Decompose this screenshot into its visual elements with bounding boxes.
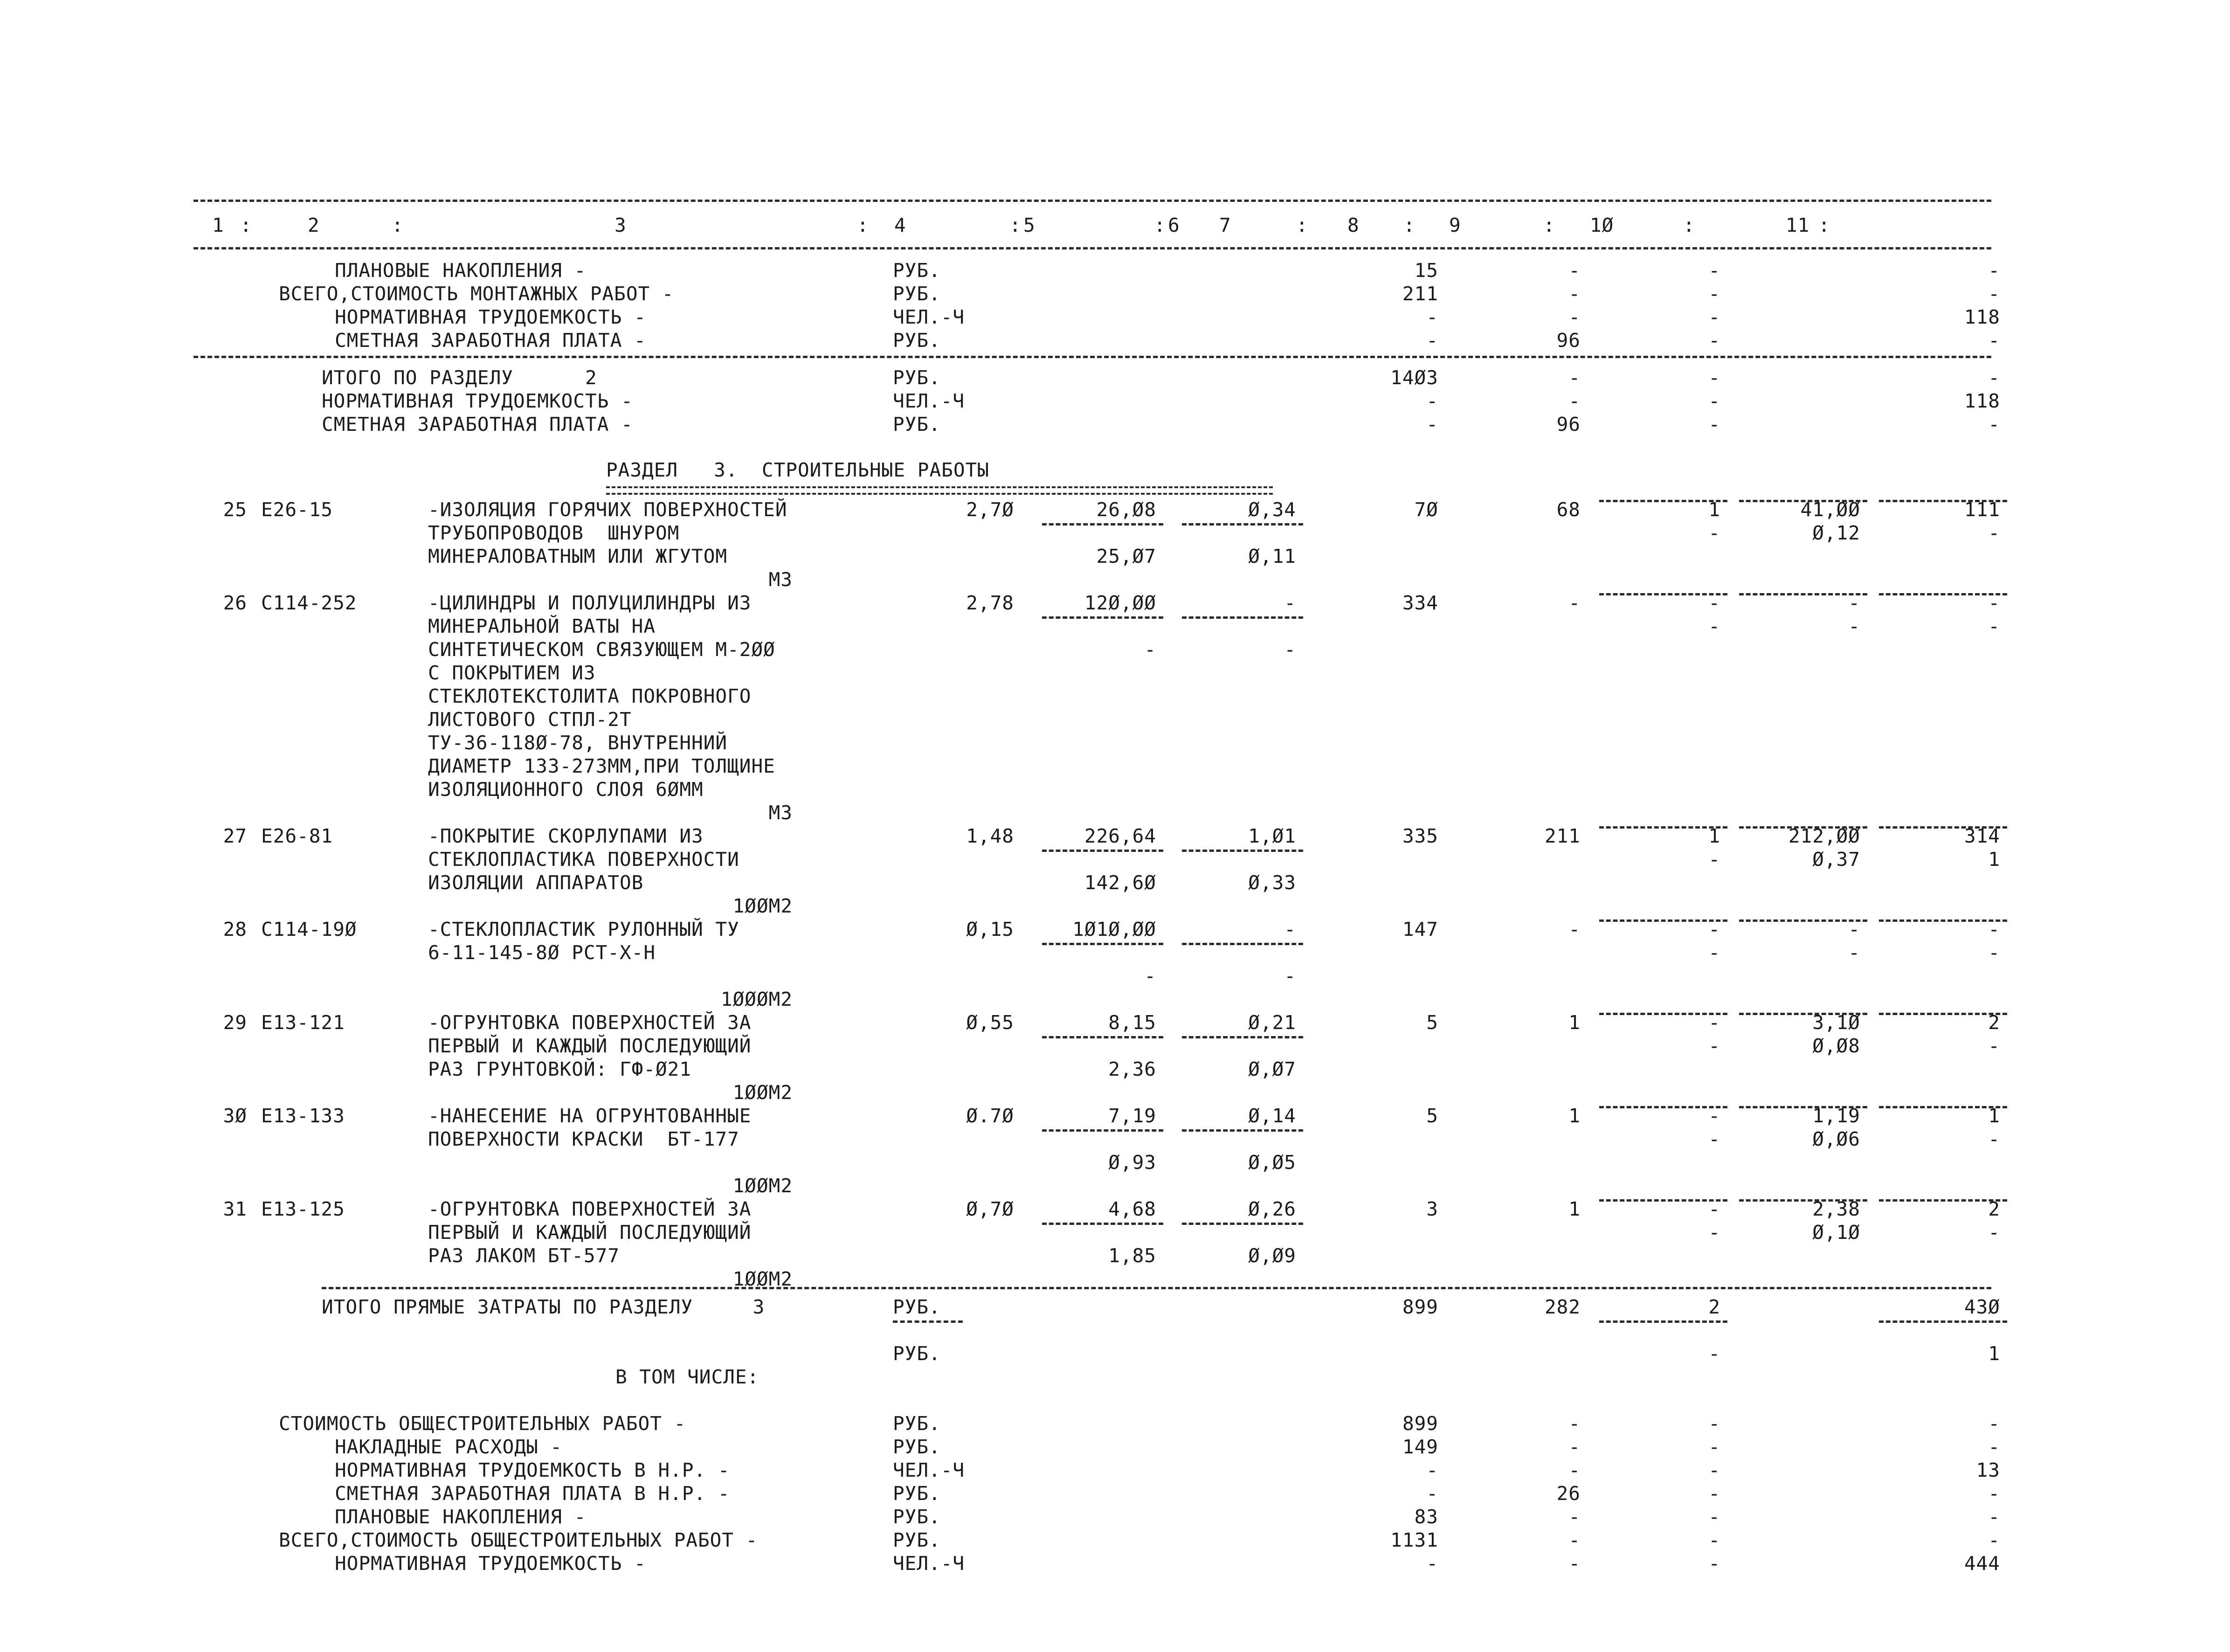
- item-col11-sub: -: [1988, 1128, 2000, 1150]
- item-separator: [1879, 1106, 2007, 1108]
- construction-summary-row-label: НОРМАТИВНАЯ ТРУДОЕМКОСТЬ -: [335, 1552, 646, 1575]
- direct-costs-col11: 43Ø: [1964, 1296, 2000, 1318]
- column-divider: :: [392, 214, 404, 236]
- item-description-line: ИЗОЛЯЦИОННОГО СЛОЯ 6ØММ: [428, 778, 704, 801]
- item-number: 31: [223, 1198, 247, 1220]
- construction-summary-row-col11: 444: [1964, 1552, 2000, 1575]
- construction-summary-row-label: ВСЕГО,СТОИМОСТЬ ОБЩЕСТРОИТЕЛЬНЫХ РАБОТ -: [279, 1529, 758, 1551]
- construction-summary-row-unit: ЧЕЛ.-Ч: [893, 1552, 965, 1575]
- column-divider: :: [1403, 214, 1415, 236]
- direct-costs-separator: [1599, 1320, 1727, 1323]
- item-col11: 2: [1988, 1198, 2000, 1220]
- column-header-6: 6: [1168, 214, 1180, 236]
- construction-summary-row-col7: 1131: [1390, 1529, 1438, 1551]
- item-unit-cost: 226,64: [1084, 825, 1156, 847]
- installation-summary-row-col11: -: [1988, 329, 2000, 352]
- item-unit-cost-machine: -: [1144, 965, 1156, 987]
- item-unit-cost-machine: -: [1144, 638, 1156, 661]
- installation-summary-row-col11: 118: [1964, 306, 2000, 328]
- installation-summary-row-col9: -: [1708, 259, 1720, 282]
- item-separator: [1182, 523, 1303, 525]
- item-col10-sub: Ø,Ø8: [1812, 1035, 1860, 1057]
- item-quantity: 1,48: [966, 825, 1014, 847]
- item-col10-sub: Ø,Ø6: [1812, 1128, 1860, 1150]
- item-separator: [1879, 500, 2007, 502]
- item-col9-sub: -: [1708, 1128, 1720, 1150]
- direct-costs-col11-sub: 1: [1988, 1342, 2000, 1365]
- direct-costs-separator: [1879, 1320, 2007, 1323]
- item-col9: -: [1708, 1198, 1720, 1220]
- item-separator: [1599, 826, 1727, 829]
- item-col11-sub: -: [1988, 615, 2000, 637]
- section2-total-row-col11: -: [1988, 413, 2000, 435]
- item-total-cost: 334: [1402, 592, 1438, 614]
- item-unit-cost: 7,19: [1108, 1105, 1156, 1127]
- item-code: Е13-125: [261, 1198, 345, 1220]
- item-separator: [1042, 943, 1163, 945]
- section2-total-row-col9: -: [1708, 413, 1720, 435]
- installation-summary-row-col9: -: [1708, 329, 1720, 352]
- construction-summary-row-label: НОРМАТИВНАЯ ТРУДОЕМКОСТЬ В Н.Р. -: [335, 1459, 730, 1481]
- construction-summary-row-col7: -: [1426, 1459, 1438, 1481]
- item-col9: -: [1708, 592, 1720, 614]
- construction-summary-row-col11: -: [1988, 1506, 2000, 1528]
- item-description-line: ПОВЕРХНОСТИ КРАСКИ БТ-177: [428, 1128, 739, 1150]
- item-quantity: Ø.7Ø: [966, 1105, 1014, 1127]
- direct-costs-col9-sub: -: [1708, 1342, 1720, 1365]
- item-separator: [1739, 500, 1867, 502]
- column-header-1: 1: [212, 214, 224, 236]
- direct-costs-col9: 2: [1708, 1296, 1720, 1318]
- item-separator: [1879, 826, 2007, 829]
- header-bottom-rule: [193, 247, 1991, 249]
- item-quantity: 2,7Ø: [966, 498, 1014, 521]
- column-header-4: 4: [894, 214, 906, 236]
- item-unit-wage-machine: Ø,Ø9: [1248, 1244, 1296, 1267]
- construction-summary-row-col9: -: [1708, 1529, 1720, 1551]
- item-col9-sub: -: [1708, 941, 1720, 964]
- direct-costs-label: ИТОГО ПРЯМЫЕ ЗАТРАТЫ ПО РАЗДЕЛУ 3: [322, 1296, 765, 1318]
- item-col11-sub: -: [1988, 522, 2000, 544]
- column-header-9: 9: [1449, 214, 1461, 236]
- installation-summary-row-col9: -: [1708, 306, 1720, 328]
- item-code: С114-252: [261, 592, 357, 614]
- construction-summary-row-col11: -: [1988, 1482, 2000, 1505]
- construction-summary-row-col8: -: [1568, 1506, 1581, 1528]
- item-description-line: ЛИСТОВОГО СТПЛ-2Т: [428, 708, 632, 731]
- item-total-wage: 211: [1544, 825, 1581, 847]
- item-total-wage: -: [1568, 918, 1581, 940]
- item-separator: [1879, 593, 2007, 595]
- item-number: 3Ø: [223, 1105, 247, 1127]
- item-col10: -: [1848, 592, 1860, 614]
- item-total-cost: 335: [1402, 825, 1438, 847]
- item-unit-wage-machine: Ø,11: [1248, 545, 1296, 567]
- column-header-3: 3: [614, 214, 627, 236]
- item-description-line: СИНТЕТИЧЕСКОМ СВЯЗУЮЩЕМ М-2ØØ: [428, 638, 775, 661]
- section2-total-row-col9: -: [1708, 366, 1720, 389]
- item-unit-wage-machine: Ø,Ø7: [1248, 1058, 1296, 1080]
- item-separator: [1739, 1106, 1867, 1108]
- construction-summary-row-col9: -: [1708, 1482, 1720, 1505]
- item-unit-cost-machine: 1,85: [1108, 1244, 1156, 1267]
- item-description-line: ТРУБОПРОВОДОВ ШНУРОМ: [428, 522, 680, 544]
- column-header-10: 1Ø: [1590, 214, 1614, 236]
- item-unit-wage: Ø,34: [1248, 498, 1296, 521]
- item-code: Е13-133: [261, 1105, 345, 1127]
- installation-summary-row-label: ВСЕГО,СТОИМОСТЬ МОНТАЖНЫХ РАБОТ -: [279, 283, 674, 305]
- installation-summary-row-col7: -: [1426, 306, 1438, 328]
- item-code: Е26-81: [261, 825, 333, 847]
- item-code: Е26-15: [261, 498, 333, 521]
- item-description-line: ПЕРВЫЙ И КАЖДЫЙ ПОСЛЕДУЮЩИЙ: [428, 1221, 752, 1244]
- installation-summary-row-unit: РУБ.: [893, 283, 941, 305]
- item-unit-wage: Ø,21: [1248, 1011, 1296, 1034]
- item-separator: [1599, 1106, 1727, 1108]
- direct-costs-col8: 282: [1544, 1296, 1581, 1318]
- construction-summary-row-col7: -: [1426, 1552, 1438, 1575]
- column-divider: :: [1818, 214, 1830, 236]
- item-col11-sub: -: [1988, 1221, 2000, 1244]
- item-col10-sub: -: [1848, 941, 1860, 964]
- installation-summary-row-label: НОРМАТИВНАЯ ТРУДОЕМКОСТЬ -: [335, 306, 646, 328]
- item-quantity: 2,78: [966, 592, 1014, 614]
- item-unit-wage-machine: -: [1284, 638, 1296, 661]
- construction-summary-row-col7: 149: [1402, 1436, 1438, 1458]
- column-header-2: 2: [308, 214, 320, 236]
- direct-costs-unit-rule: [893, 1320, 963, 1323]
- item-col11: -: [1988, 592, 2000, 614]
- column-divider: :: [857, 214, 869, 236]
- installation-summary-row-col8: -: [1568, 259, 1581, 282]
- item-separator: [1182, 1223, 1303, 1225]
- item-code: Е13-121: [261, 1011, 345, 1034]
- item-description-line: -ОГРУНТОВКА ПОВЕРХНОСТЕЙ ЗА: [428, 1198, 752, 1220]
- installation-summary-row-col7: -: [1426, 329, 1438, 352]
- item-unit-wage-machine: Ø,33: [1248, 871, 1296, 894]
- item-separator: [1739, 1199, 1867, 1202]
- item-description-line: ИЗОЛЯЦИИ АППАРАТОВ: [428, 871, 644, 894]
- item-description-line: СТЕКЛОПЛАСТИКА ПОВЕРХНОСТИ: [428, 848, 739, 871]
- item-quantity: Ø,7Ø: [966, 1198, 1014, 1220]
- item-description-line: РАЗ ЛАКОМ БТ-577: [428, 1244, 620, 1267]
- column-header-5: 5: [1023, 214, 1036, 236]
- item-separator: [1182, 1129, 1303, 1132]
- item-separator: [1042, 523, 1163, 525]
- item-col10-sub: -: [1848, 615, 1860, 637]
- section2-total-row-col8: -: [1568, 390, 1581, 412]
- item-number: 25: [223, 498, 247, 521]
- item-col11: 1: [1988, 1105, 2000, 1127]
- item-measure-unit: М3: [768, 802, 793, 824]
- installation-summary-row-col7: 15: [1414, 259, 1438, 282]
- column-divider: :: [240, 214, 252, 236]
- item-col9-sub: -: [1708, 1035, 1720, 1057]
- item-description-line: МИНЕРАЛОВАТНЫМ ИЛИ ЖГУТОМ: [428, 545, 728, 567]
- construction-summary-row-col8: 26: [1556, 1482, 1581, 1505]
- item-total-wage: 1: [1568, 1011, 1581, 1034]
- item-quantity: Ø,55: [966, 1011, 1014, 1034]
- item-unit-wage: 1,Ø1: [1248, 825, 1296, 847]
- item-separator: [1599, 1013, 1727, 1015]
- section2-total-rule: [193, 356, 1991, 358]
- construction-summary-row-col7: 83: [1414, 1506, 1438, 1528]
- item-col9: 1: [1708, 498, 1720, 521]
- item-description-line: С ПОКРЫТИЕМ ИЗ: [428, 662, 596, 684]
- item-separator: [1739, 919, 1867, 922]
- item-col10: 1,19: [1812, 1105, 1860, 1127]
- construction-summary-row-col9: -: [1708, 1412, 1720, 1435]
- construction-summary-row-unit: РУБ.: [893, 1412, 941, 1435]
- item-total-wage: 68: [1556, 498, 1581, 521]
- construction-summary-row-col8: -: [1568, 1436, 1581, 1458]
- item-description-line: -НАНЕСЕНИЕ НА ОГРУНТОВАННЫЕ: [428, 1105, 752, 1127]
- construction-summary-row-col8: -: [1568, 1412, 1581, 1435]
- item-separator: [1042, 850, 1163, 852]
- construction-summary-row-col9: -: [1708, 1436, 1720, 1458]
- section2-total-row-col7: -: [1426, 390, 1438, 412]
- installation-summary-row-col8: -: [1568, 283, 1581, 305]
- column-divider: :: [1683, 214, 1695, 236]
- direct-costs-unit2: РУБ.: [893, 1342, 941, 1365]
- section2-total-row-label: СМЕТНАЯ ЗАРАБОТНАЯ ПЛАТА -: [322, 413, 633, 435]
- item-col11: -: [1988, 918, 2000, 940]
- item-number: 27: [223, 825, 247, 847]
- item-unit-cost: 1Ø1Ø,ØØ: [1072, 918, 1156, 940]
- construction-summary-row-col11: 13: [1976, 1459, 2000, 1481]
- item-col11-sub: -: [1988, 1035, 2000, 1057]
- item-separator: [1879, 919, 2007, 922]
- installation-summary-row-unit: РУБ.: [893, 259, 941, 282]
- item-col9: -: [1708, 918, 1720, 940]
- column-divider: :: [1543, 214, 1555, 236]
- item-number: 26: [223, 592, 247, 614]
- item-total-cost: 3: [1426, 1198, 1438, 1220]
- installation-summary-row-col9: -: [1708, 283, 1720, 305]
- item-col10: 41,ØØ: [1800, 498, 1860, 521]
- item-separator: [1739, 593, 1867, 595]
- item-unit-cost: 12Ø,ØØ: [1084, 592, 1156, 614]
- construction-summary-row-unit: РУБ.: [893, 1529, 941, 1551]
- item-col9: 1: [1708, 825, 1720, 847]
- item-unit-wage: Ø,26: [1248, 1198, 1296, 1220]
- header-top-rule: [193, 200, 1991, 202]
- construction-summary-row-col8: -: [1568, 1529, 1581, 1551]
- installation-summary-row-col8: 96: [1556, 329, 1581, 352]
- item-col11-sub: 1: [1988, 848, 2000, 871]
- item-unit-cost: 4,68: [1108, 1198, 1156, 1220]
- construction-summary-row-col7: 899: [1402, 1412, 1438, 1435]
- item-total-cost: 5: [1426, 1105, 1438, 1127]
- item-separator: [1042, 1223, 1163, 1225]
- item-separator: [1599, 500, 1727, 502]
- item-measure-unit: 1ØØØМ2: [720, 988, 793, 1010]
- item-code: С114-19Ø: [261, 918, 357, 940]
- item-measure-unit: 1ØØМ2: [732, 1175, 793, 1197]
- item-unit-cost-machine: 25,Ø7: [1096, 545, 1156, 567]
- installation-summary-row-col7: 211: [1402, 283, 1438, 305]
- item-col9: -: [1708, 1011, 1720, 1034]
- item-total-cost: 147: [1402, 918, 1438, 940]
- item-unit-wage: -: [1284, 592, 1296, 614]
- item-number: 29: [223, 1011, 247, 1034]
- item-unit-cost-machine: 142,6Ø: [1084, 871, 1156, 894]
- item-unit-cost: 8,15: [1108, 1011, 1156, 1034]
- item-col9-sub: -: [1708, 615, 1720, 637]
- item-description-line: ПЕРВЫЙ И КАЖДЫЙ ПОСЛЕДУЮЩИЙ: [428, 1035, 752, 1057]
- item-description-line: -ОГРУНТОВКА ПОВЕРХНОСТЕЙ ЗА: [428, 1011, 752, 1034]
- column-header-11: 11: [1786, 214, 1810, 236]
- item-description-line: РАЗ ГРУНТОВКОЙ: ГФ-Ø21: [428, 1058, 692, 1080]
- installation-summary-row-col8: -: [1568, 306, 1581, 328]
- item-total-cost: 7Ø: [1414, 498, 1438, 521]
- item-unit-wage: -: [1284, 918, 1296, 940]
- item-col10-sub: Ø,1Ø: [1812, 1221, 1860, 1244]
- item-description-line: 6-11-145-8Ø РСТ-Х-Н: [428, 941, 656, 964]
- item-measure-unit: 1ØØМ2: [732, 895, 793, 917]
- item-description-line: ТУ-36-118Ø-78, ВНУТРЕННИЙ: [428, 732, 728, 754]
- section2-total-row-label: ИТОГО ПО РАЗДЕЛУ 2: [322, 366, 597, 389]
- item-unit-wage-machine: -: [1284, 965, 1296, 987]
- item-separator: [1879, 1199, 2007, 1202]
- item-separator: [1042, 1129, 1163, 1132]
- item-description-line: -ПОКРЫТИЕ СКОРЛУПАМИ ИЗ: [428, 825, 704, 847]
- construction-summary-row-col8: -: [1568, 1459, 1581, 1481]
- item-unit-wage-machine: Ø,Ø5: [1248, 1151, 1296, 1174]
- item-total-wage: -: [1568, 592, 1581, 614]
- item-separator: [1879, 1013, 2007, 1015]
- column-divider: :: [1154, 214, 1166, 236]
- item-quantity: Ø,15: [966, 918, 1014, 940]
- item-unit-cost: 26,Ø8: [1096, 498, 1156, 521]
- item-description-line: МИНЕРАЛЬНОЙ ВАТЫ НА: [428, 615, 656, 637]
- section2-total-row-col11: -: [1988, 366, 2000, 389]
- column-header-7: 7: [1219, 214, 1231, 236]
- item-col10: 2,38: [1812, 1198, 1860, 1220]
- item-unit-wage: Ø,14: [1248, 1105, 1296, 1127]
- installation-summary-row-col11: -: [1988, 259, 2000, 282]
- installation-summary-row-unit: РУБ.: [893, 329, 941, 352]
- construction-summary-row-col9: -: [1708, 1506, 1720, 1528]
- construction-summary-row-col11: -: [1988, 1436, 2000, 1458]
- item-col10: 3,1Ø: [1812, 1011, 1860, 1034]
- item-measure-unit: 1ØØМ2: [732, 1081, 793, 1104]
- construction-summary-row-label: СТОИМОСТЬ ОБЩЕСТРОИТЕЛЬНЫХ РАБОТ -: [279, 1412, 686, 1435]
- item-separator: [1182, 1036, 1303, 1038]
- item-unit-cost-machine: Ø,93: [1108, 1151, 1156, 1174]
- column-divider: :: [1009, 214, 1022, 236]
- construction-summary-row-col9: -: [1708, 1552, 1720, 1575]
- item-col11-sub: -: [1988, 941, 2000, 964]
- item-col10: -: [1848, 918, 1860, 940]
- item-separator: [1182, 616, 1303, 619]
- item-separator: [1599, 593, 1727, 595]
- item-col10: 212,ØØ: [1788, 825, 1860, 847]
- construction-summary-row-col11: -: [1988, 1412, 2000, 1435]
- item-col11: 2: [1988, 1011, 2000, 1034]
- section2-total-row-unit: ЧЕЛ.-Ч: [893, 390, 965, 412]
- item-measure-unit: М3: [768, 568, 793, 591]
- construction-summary-row-label: НАКЛАДНЫЕ РАСХОДЫ -: [335, 1436, 562, 1458]
- item-description-line: СТЕКЛОТЕКСТОЛИТА ПОКРОВНОГО: [428, 685, 752, 707]
- section2-total-row-label: НОРМАТИВНАЯ ТРУДОЕМКОСТЬ -: [322, 390, 633, 412]
- item-separator: [1599, 919, 1727, 922]
- construction-summary-row-unit: ЧЕЛ.-Ч: [893, 1459, 965, 1481]
- item-description-line: -СТЕКЛОПЛАСТИК РУЛОННЫЙ ТУ: [428, 918, 739, 940]
- item-total-cost: 5: [1426, 1011, 1438, 1034]
- item-separator: [1182, 943, 1303, 945]
- section2-total-row-col7: -: [1426, 413, 1438, 435]
- item-description-line: ДИАМЕТР 133-273ММ,ПРИ ТОЛЩИНЕ: [428, 755, 775, 777]
- column-header-8: 8: [1347, 214, 1360, 236]
- construction-summary-row-label: СМЕТНАЯ ЗАРАБОТНАЯ ПЛАТА В Н.Р. -: [335, 1482, 730, 1505]
- direct-costs-col7: 899: [1402, 1296, 1438, 1318]
- item-col11: 314: [1964, 825, 2000, 847]
- item-measure-unit: 1ØØМ2: [732, 1268, 793, 1290]
- section2-total-row-unit: РУБ.: [893, 413, 941, 435]
- construction-summary-row-col9: -: [1708, 1459, 1720, 1481]
- section2-total-row-col11: 118: [1964, 390, 2000, 412]
- installation-summary-row-col11: -: [1988, 283, 2000, 305]
- item-separator: [1739, 1013, 1867, 1015]
- section3-title: РАЗДЕЛ 3. СТРОИТЕЛЬНЫЕ РАБОТЫ: [606, 459, 989, 481]
- item-unit-cost-machine: 2,36: [1108, 1058, 1156, 1080]
- item-col9-sub: -: [1708, 848, 1720, 871]
- column-divider: :: [1296, 214, 1308, 236]
- item-description-line: -ЦИЛИНДРЫ И ПОЛУЦИЛИНДРЫ ИЗ: [428, 592, 752, 614]
- item-separator: [1042, 616, 1163, 619]
- construction-summary-row-col7: -: [1426, 1482, 1438, 1505]
- item-total-wage: 1: [1568, 1105, 1581, 1127]
- item-col9: -: [1708, 1105, 1720, 1127]
- item-col10-sub: Ø,37: [1812, 848, 1860, 871]
- section3-title-underline: [606, 486, 1273, 495]
- item-col9-sub: -: [1708, 522, 1720, 544]
- construction-summary-row-col11: -: [1988, 1529, 2000, 1551]
- installation-summary-row-label: СМЕТНАЯ ЗАРАБОТНАЯ ПЛАТА -: [335, 329, 646, 352]
- item-description-line: -ИЗОЛЯЦИЯ ГОРЯЧИХ ПОВЕРХНОСТЕЙ: [428, 498, 787, 521]
- section2-total-row-col7: 14Ø3: [1390, 366, 1438, 389]
- item-col9-sub: -: [1708, 1221, 1720, 1244]
- section2-total-row-col8: -: [1568, 366, 1581, 389]
- construction-summary-row-unit: РУБ.: [893, 1482, 941, 1505]
- construction-summary-row-label: ПЛАНОВЫЕ НАКОПЛЕНИЯ -: [335, 1506, 587, 1528]
- item-total-wage: 1: [1568, 1198, 1581, 1220]
- item-separator: [1599, 1199, 1727, 1202]
- direct-costs-rule: [322, 1287, 1991, 1289]
- construction-summary-row-unit: РУБ.: [893, 1436, 941, 1458]
- item-separator: [1739, 826, 1867, 829]
- section2-total-row-unit: РУБ.: [893, 366, 941, 389]
- installation-summary-row-label: ПЛАНОВЫЕ НАКОПЛЕНИЯ -: [335, 259, 587, 282]
- section2-total-row-col9: -: [1708, 390, 1720, 412]
- item-col11: 111: [1964, 498, 2000, 521]
- item-separator: [1182, 850, 1303, 852]
- item-number: 28: [223, 918, 247, 940]
- installation-summary-row-unit: ЧЕЛ.-Ч: [893, 306, 965, 328]
- item-col10-sub: Ø,12: [1812, 522, 1860, 544]
- section2-total-row-col8: 96: [1556, 413, 1581, 435]
- including-label: В ТОМ ЧИСЛЕ:: [615, 1366, 759, 1388]
- construction-summary-row-unit: РУБ.: [893, 1506, 941, 1528]
- item-separator: [1042, 1036, 1163, 1038]
- direct-costs-unit: РУБ.: [893, 1296, 941, 1318]
- construction-summary-row-col8: -: [1568, 1552, 1581, 1575]
